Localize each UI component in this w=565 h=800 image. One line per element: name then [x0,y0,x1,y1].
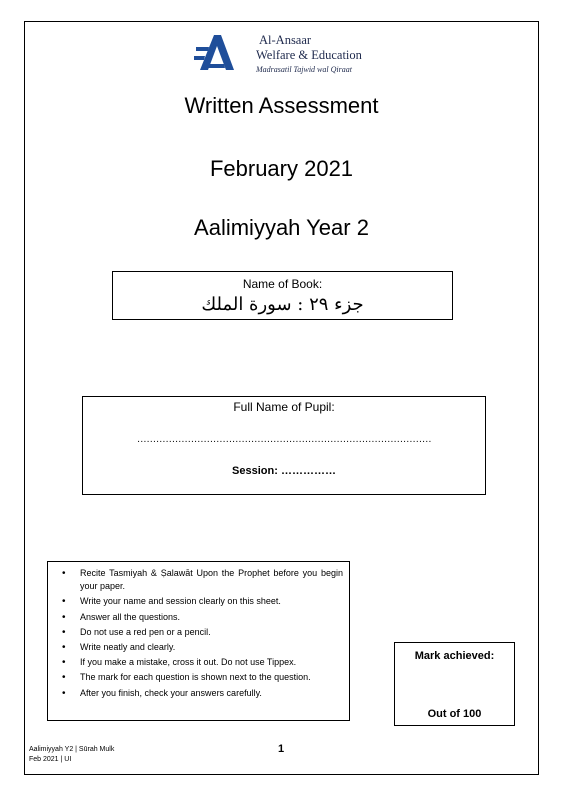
session-field: Session: …………… [232,465,336,477]
instructions-box [47,561,350,721]
course-name: Aalimiyyah Year 2 [194,215,369,240]
instruction-item: • After you finish, check your answers carefully. [60,687,343,700]
organization-logo [193,33,368,81]
mark-label: Mark achieved: [414,650,495,662]
logo-emblem-icon [193,34,235,72]
instruction-item: • Write your name and session clearly on this sheet. [60,595,343,608]
instruction-item: • Recite Tasmiyah & Ṣalawāt Upon the Prophet before you begin your paper. [60,567,343,593]
instruction-item: • If you make a mistake, cross it out. Do not use Tippex. [60,656,343,669]
assessment-title: Written Assessment [184,93,379,118]
instructions-list [60,567,343,700]
instruction-item: • The mark for each question is shown next to the question. [60,671,343,684]
book-label: Name of Book: [242,277,323,291]
pupil-box [82,396,486,495]
footer-course: Aalimiyyah Y2 | Sūrah Mulk [29,746,115,753]
assessment-date: February 2021 [209,156,354,181]
book-name: جزء ٢٩ : سورة الملك [201,294,364,315]
logo-subtitle: Welfare & Education [256,48,362,62]
instruction-item: • Write neatly and clearly. [60,641,343,654]
book-box [112,271,453,320]
mark-box [394,642,515,726]
logo-tagline: Madrasatil Tajwid wal Qiraat [256,65,352,74]
page-number: 1 [278,743,285,755]
footer-date: Feb 2021 | UI [29,756,72,763]
logo-name: Al-Ansaar [259,33,312,47]
pupil-name-line: ………………………………………………………………………………… [136,434,432,445]
instruction-item: • Answer all the questions. [60,611,343,624]
footer [29,745,114,765]
mark-total: Out of 100 [427,708,482,720]
instruction-item: • Do not use a red pen or a pencil. [60,626,343,639]
pupil-label: Full Name of Pupil: [233,400,335,414]
